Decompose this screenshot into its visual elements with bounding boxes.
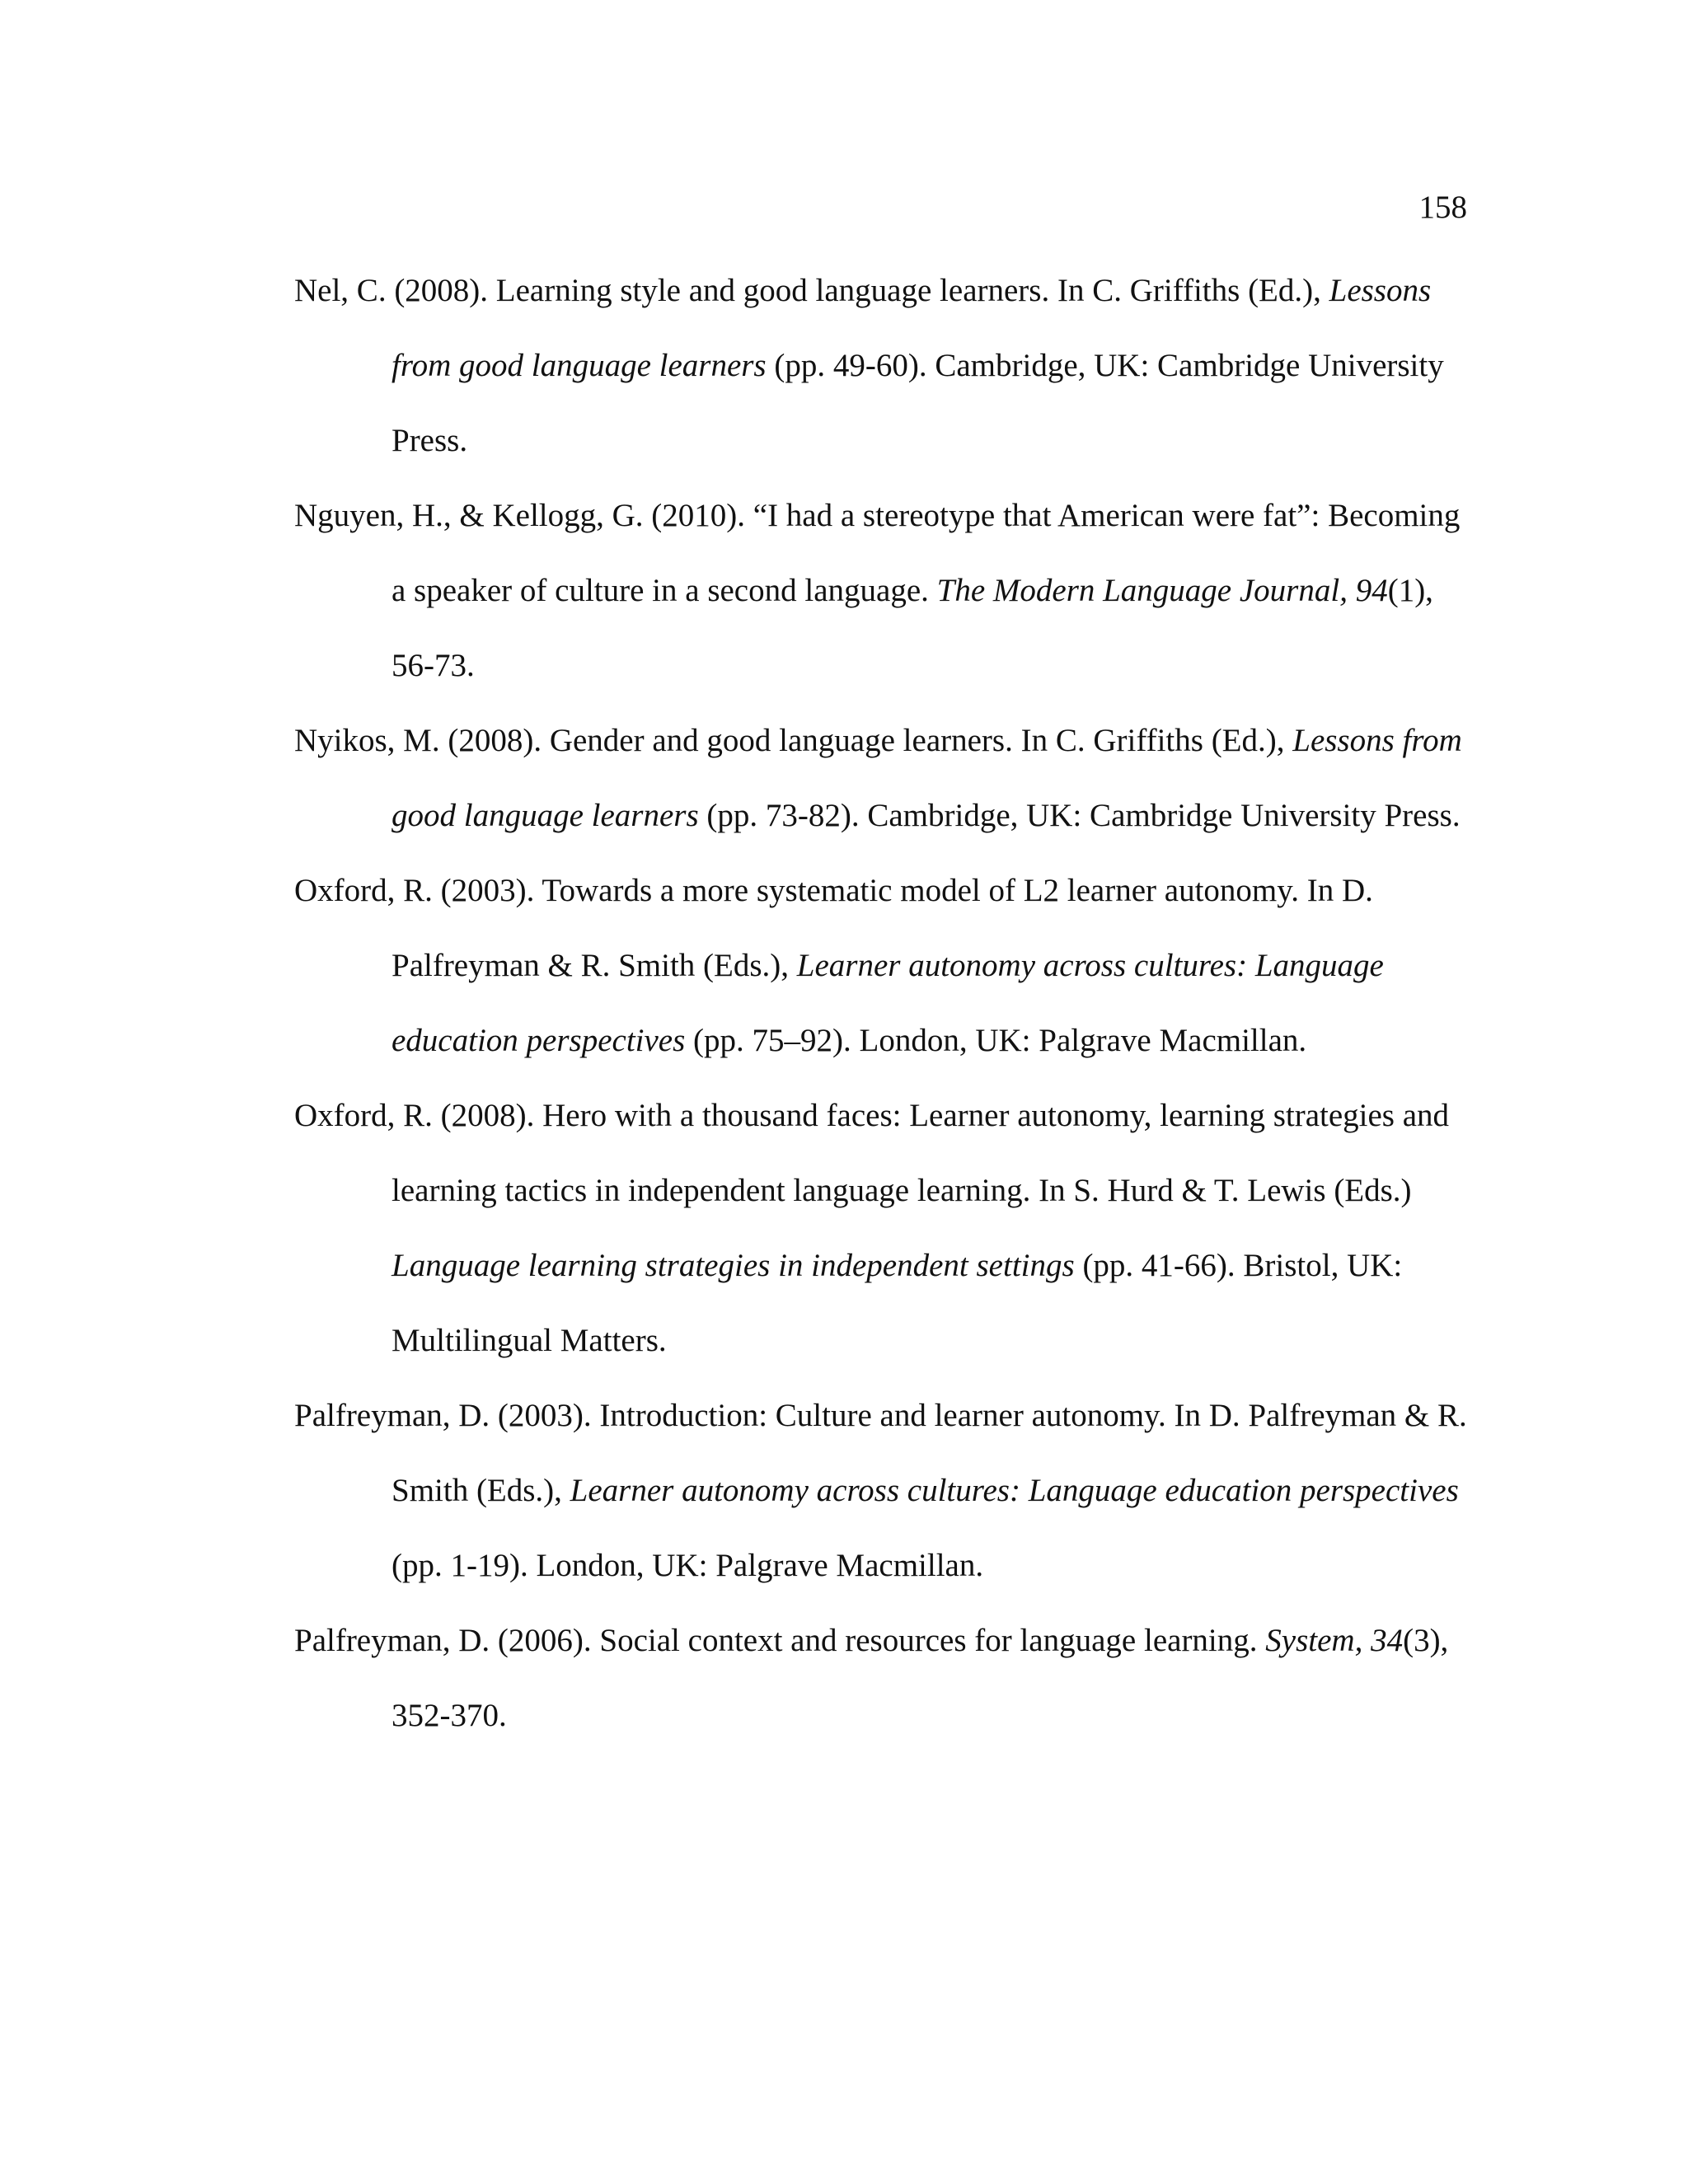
reference-source-title: Learner autonomy across cultures: Language education perspectives [570, 1473, 1459, 1508]
reference-text: Nguyen, H., & Kellogg, G. (2010). “I had a stereotype that American were fat”: Becoming a speaker of culture in a second language. [294, 498, 1461, 608]
reference-entry [294, 853, 1473, 1078]
reference-details: (pp. 75–92). London, UK: Palgrave Macmillan. [685, 1023, 1307, 1058]
reference-source-title: Lessons from good language learners [392, 723, 1462, 833]
reference-entry [294, 253, 1473, 478]
reference-details: (3), 352-370. [392, 1623, 1449, 1733]
reference-entry [294, 1078, 1473, 1378]
reference-text: Oxford, R. (2003). Towards a more systematic model of L2 learner autonomy. In D. Palfreyman & R. Smith (Eds.), [294, 873, 1373, 983]
reference-details: (pp. 73-82). Cambridge, UK: Cambridge University Press. [698, 798, 1461, 833]
reference-source-title: Lessons from good language learners [392, 273, 1432, 383]
reference-details: (pp. 1-19). London, UK: Palgrave Macmillan. [392, 1548, 984, 1583]
reference-details: (1), 56-73. [392, 573, 1433, 683]
reference-source-title: Learner autonomy across cultures: Language education perspectives [392, 948, 1384, 1058]
reference-list [294, 253, 1473, 1753]
reference-text: Nyikos, M. (2008). Gender and good language learners. In C. Griffiths (Ed.), [294, 723, 1293, 758]
reference-entry [294, 478, 1473, 703]
reference-text: Palfreyman, D. (2003). Introduction: Culture and learner autonomy. In D. Palfreyman & R. Smith (Eds.), [294, 1398, 1467, 1508]
reference-entry [294, 1378, 1473, 1603]
reference-source-title: System, 34 [1265, 1623, 1404, 1658]
reference-details: (pp. 41-66). Bristol, UK: Multilingual Matters. [392, 1248, 1403, 1358]
reference-text: Oxford, R. (2008). Hero with a thousand faces: Learner autonomy, learning strategies and learning tactics in independent language learning. In S. Hurd & T. Lewis (Eds.) [294, 1098, 1450, 1208]
reference-text: Nel, C. (2008). Learning style and good language learners. In C. Griffiths (Ed.), [294, 273, 1329, 308]
reference-details: (pp. 49-60). Cambridge, UK: Cambridge University Press. [392, 348, 1444, 458]
reference-source-title: Language learning strategies in independent settings [392, 1248, 1075, 1283]
reference-entry [294, 1603, 1473, 1753]
reference-source-title: The Modern Language Journal, 94 [936, 573, 1388, 608]
page-number: 158 [1418, 190, 1467, 225]
reference-text: Palfreyman, D. (2006). Social context and resources for language learning. [294, 1623, 1266, 1658]
reference-entry [294, 703, 1473, 853]
